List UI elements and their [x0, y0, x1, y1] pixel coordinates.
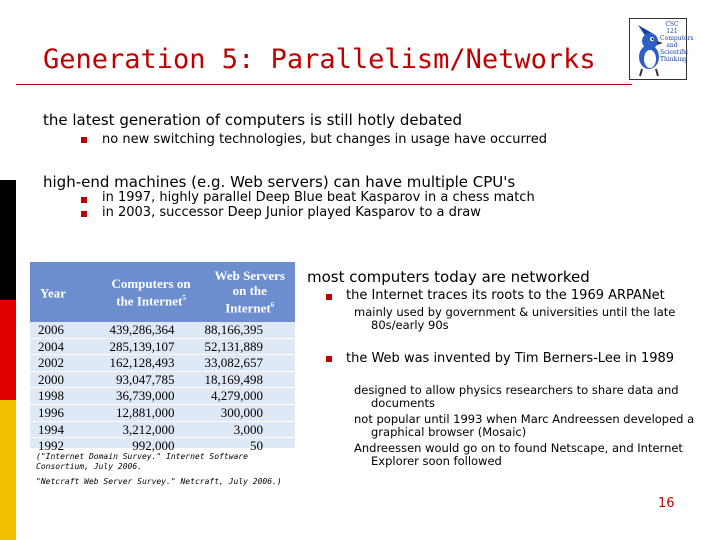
network-item-1: the Internet traces its roots to the 1969 ARPANet [346, 288, 665, 303]
bullet-icon [81, 197, 87, 203]
table-row: 2004 285,139,107 52,131,889 [30, 338, 295, 355]
title-divider [16, 84, 632, 85]
network-point-text: most computers today are networked [307, 268, 590, 286]
sidebar-black-band [0, 180, 16, 300]
citation-1: ("Internet Domain Survey." Internet Software Consortium, July 2006. [36, 452, 248, 471]
table-row: 1996 12,881,000 300,000 [30, 404, 295, 421]
network-item-2-sub-3: Andreessen would go on to found Netscape, and Internet Explorer soon followed [354, 441, 683, 468]
table-row: 2000 93,047,785 18,169,498 [30, 371, 295, 388]
logo-text: CSC 121 Computers and Scientific Thinking [660, 21, 694, 63]
sidebar-red-band [0, 300, 16, 400]
page-number: 16 [658, 496, 675, 511]
table-row: 2002 162,128,493 33,082,657 [30, 355, 295, 372]
bullet-icon [326, 356, 332, 362]
network-item-1-sub-1: mainly used by government & universities until the late 80s/early 90s [354, 305, 676, 332]
header-computers: Computers on the Internet$^5$ [111, 275, 191, 309]
header-year: Year [40, 285, 66, 301]
point-1-sub-1: no new switching technologies, but changes in usage have occurred [102, 132, 547, 147]
network-item-2: the Web was invented by Tim Berners-Lee in 1989 [346, 351, 675, 366]
network-item-2-sub-2: not popular until 1993 when Marc Andreessen developed a graphical browser (Mosaic) [354, 412, 695, 439]
sidebar-yellow-band [0, 400, 16, 540]
bullet-icon [81, 137, 87, 143]
point-1-text: the latest generation of computers is still hotly debated [43, 111, 463, 129]
table-row: 1992 992,000 50 [30, 438, 295, 455]
internet-growth-table [30, 262, 295, 454]
citation-2: "Netcraft Web Server Survey." Netcraft, July 2006.) [36, 477, 282, 486]
bullet-icon [326, 294, 332, 300]
slide-title: Generation 5: Parallelism/Networks [43, 44, 596, 75]
network-item-2-sub-1: designed to allow physics researchers to share data and documents [354, 383, 679, 410]
point-2-text: high-end machines (e.g. Web servers) can have multiple CPU's [43, 173, 516, 191]
point-2-sub-2: in 2003, successor Deep Junior played Kasparov to a draw [102, 205, 481, 220]
table-row: 2006 439,286,364 88,166,395 [30, 322, 295, 338]
table-row: 1994 3,212,000 3,000 [30, 421, 295, 438]
header-web-servers: Web Servers on the Internet$^6$ [214, 268, 285, 316]
bullet-icon [81, 211, 87, 217]
sidebar-white-band [0, 0, 16, 180]
table-row: 1998 36,739,000 4,279,000 [30, 388, 295, 405]
point-2-sub-1: in 1997, highly parallel Deep Blue beat Kasparov in a chess match [102, 190, 535, 205]
table-header-row [30, 262, 295, 322]
